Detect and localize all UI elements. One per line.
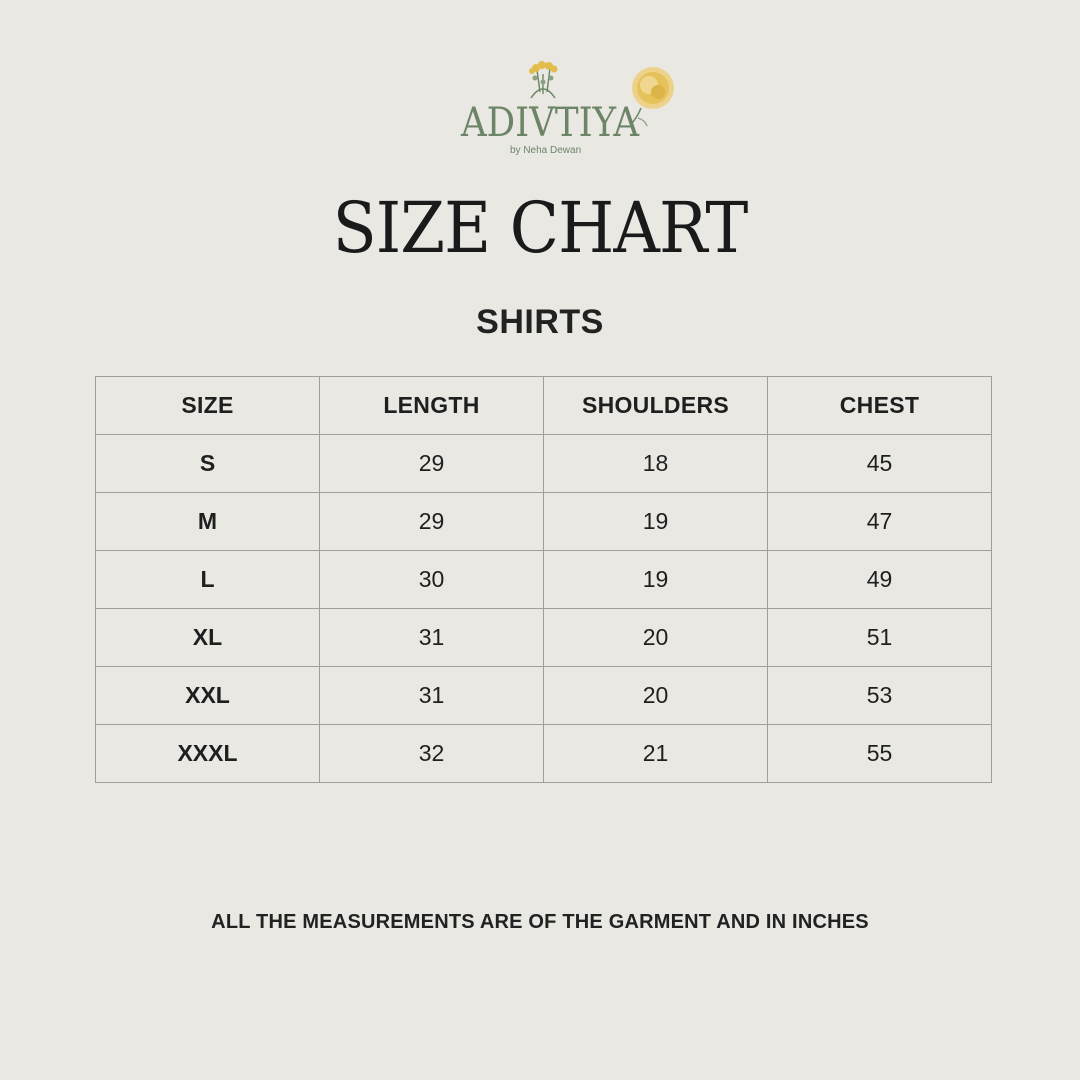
length-cell: 31 xyxy=(320,609,544,667)
table-row xyxy=(96,667,992,725)
shoulders-cell: 20 xyxy=(544,609,768,667)
table-row xyxy=(96,725,992,783)
length-cell: 31 xyxy=(320,667,544,725)
chest-cell: 51 xyxy=(768,609,992,667)
column-header-length: LENGTH xyxy=(320,377,544,435)
marigold-flower-logo-icon xyxy=(455,58,680,158)
chest-cell: 55 xyxy=(768,725,992,783)
table-row xyxy=(96,435,992,493)
measurement-note: ALL THE MEASUREMENTS ARE OF THE GARMENT AND IN INCHES xyxy=(211,911,869,933)
chest-cell: 47 xyxy=(768,493,992,551)
size-cell: L xyxy=(96,551,320,609)
shoulders-cell: 20 xyxy=(544,667,768,725)
brand-tagline: by Neha Dewan xyxy=(510,145,582,156)
length-cell: 29 xyxy=(320,493,544,551)
size-cell: S xyxy=(96,435,320,493)
shoulders-cell: 19 xyxy=(544,551,768,609)
size-cell: M xyxy=(96,493,320,551)
size-chart-table xyxy=(95,376,992,783)
chest-cell: 53 xyxy=(768,667,992,725)
brand-name: ADIVTIYA xyxy=(460,100,640,146)
length-cell: 30 xyxy=(320,551,544,609)
brand-logo xyxy=(455,58,680,158)
chest-cell: 45 xyxy=(768,435,992,493)
table-row xyxy=(96,551,992,609)
column-header-shoulders: SHOULDERS xyxy=(544,377,768,435)
page-title: SIZE CHART xyxy=(332,187,748,269)
size-cell: XL xyxy=(96,609,320,667)
length-cell: 32 xyxy=(320,725,544,783)
page-subtitle: SHIRTS xyxy=(476,303,604,341)
size-cell: XXXL xyxy=(96,725,320,783)
shoulders-cell: 21 xyxy=(544,725,768,783)
shoulders-cell: 19 xyxy=(544,493,768,551)
column-header-size: SIZE xyxy=(96,377,320,435)
column-header-chest: CHEST xyxy=(768,377,992,435)
size-cell: XXL xyxy=(96,667,320,725)
shoulders-cell: 18 xyxy=(544,435,768,493)
table-row xyxy=(96,493,992,551)
length-cell: 29 xyxy=(320,435,544,493)
table-row xyxy=(96,609,992,667)
chest-cell: 49 xyxy=(768,551,992,609)
table-header-row xyxy=(96,377,992,435)
